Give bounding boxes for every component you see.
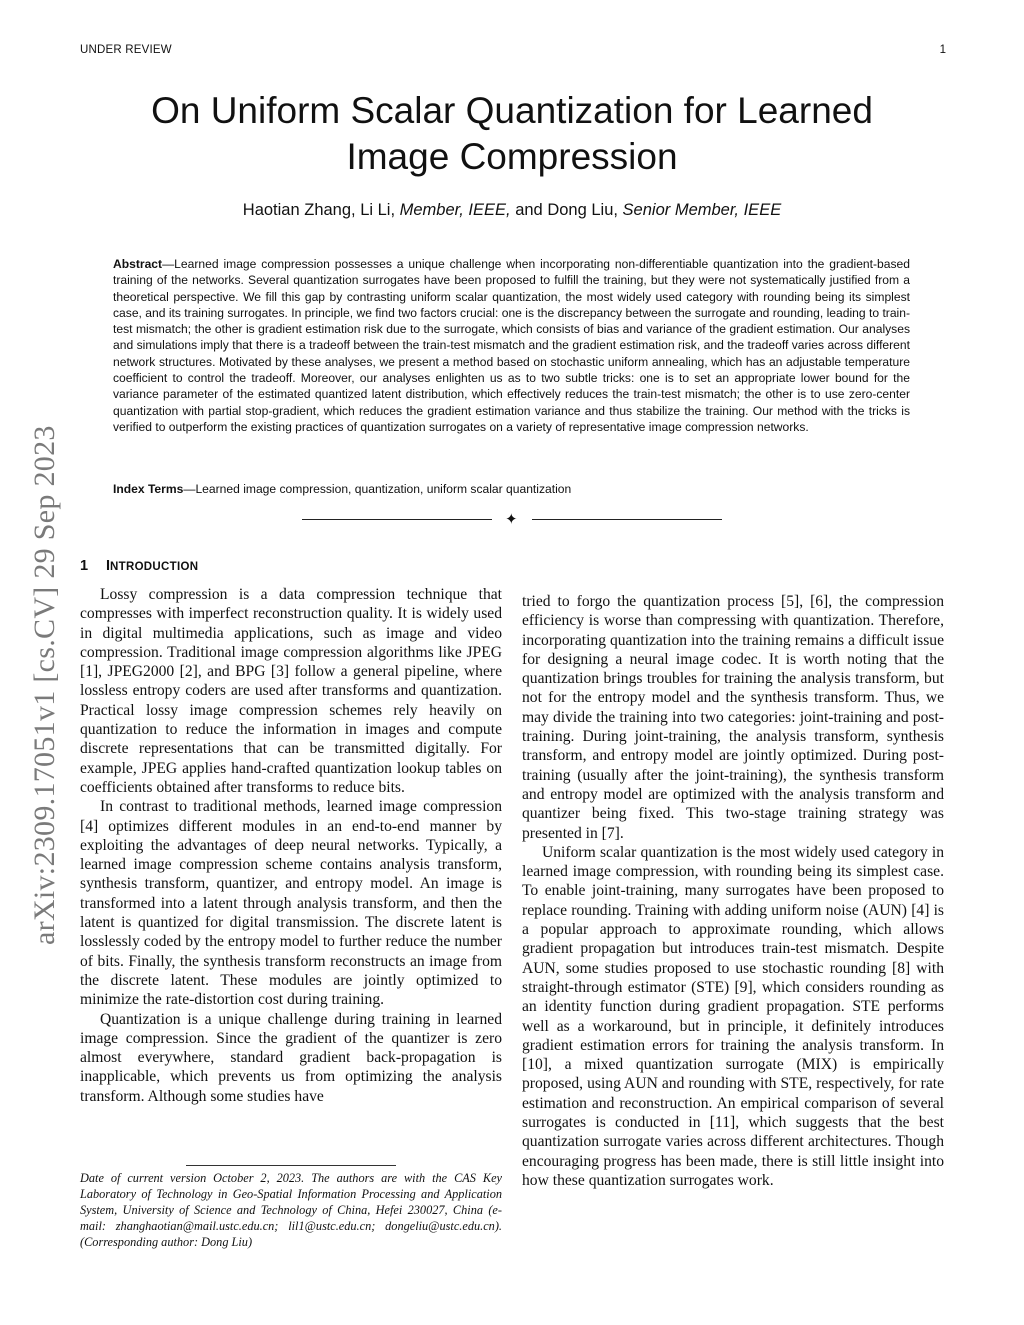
paragraph: Uniform scalar quantization is the most widely used category in learned image compression, with rounding being its simplest case. To enable joint-training, many surrogates have been proposed to replace rounding. Training with adding uniform noise (AUN) [4] is a popular approach to approximate rounding, which allows gradient propagation but introduces train-test mismatch. Despite AUN, some studies proposed to use stochastic rounding [8] with straight-through estimator (STE) [9], which considers rounding as an identity function during gradient propagation. STE performs well as a workaround, but in principle, it definitely introduces gradient estimation errors for training the analysis transform. In [10], a mixed quantization surrogate (MIX) is empirically proposed, using AUN and rounding with STE, respectively, for rate estimation and reconstruction. An empirical comparison of several surrogates is conducted in [11], which suggests that the best quantization surrogate varies across different architectures. Though encouraging progress has been made, there is still little insight into how these quantization surrogates work. [522, 843, 944, 1189]
paragraph: In contrast to traditional methods, learned image compression [4] optimizes different modules in an end-to-end manner by exploiting the advantages of deep neural networks. Typically, a learned image compression scheme contains analysis transform, synthesis transform, quantizer, and entropy model. An image is transformed into a latent through analysis transform, and then the latent is quantized for digital transmission. The discrete latent is losslessly coded by the entropy model to further reduce the number of bits. Finally, the synthesis transform reconstructs an image from the discrete latent. These modules are jointly optimized to minimize the rate-distortion cost during training. [80, 798, 502, 1009]
section-heading [80, 558, 198, 574]
abstract-label: Abstract [113, 257, 163, 271]
index-terms [113, 482, 910, 496]
page-number: 1 [939, 44, 946, 56]
section-divider [0, 512, 1024, 526]
footnote-rule [186, 1165, 396, 1166]
author-role-1: Member, IEEE, [399, 201, 511, 219]
index-terms-text: —Learned image compression, quantization, uniform scalar quantization [183, 482, 572, 496]
abstract [113, 256, 910, 435]
paper-title [80, 88, 944, 180]
section-initial: I [106, 558, 111, 574]
index-terms-label: Index Terms [113, 482, 184, 496]
divider-star-icon: ✦ [505, 510, 518, 528]
title-line-1: On Uniform Scalar Quantization for Learned [151, 90, 873, 131]
title-line-2: Image Compression [346, 136, 678, 177]
running-header: UNDER REVIEW [80, 44, 172, 56]
right-column [522, 592, 944, 1190]
divider-line-left [302, 519, 492, 520]
author-list [80, 201, 944, 220]
paragraph: Lossy compression is a data compression technique that compresses with imperfect reconstruction quality. It is widely used in digital multimedia applications, such as image and video compression. Traditional image compression algorithms like JPEG [1], JPEG2000 [2], and BPG [3] follow a general pipeline, where lossless entropy coders are used after transforms and quantization. Practical lossy image compression schemes rely heavily on quantization to reduce the information in images and compute discrete representations that can be transmitted digitally. For example, JPEG applies hand-crafted quantization lookup tables on coefficients obtained after transforms to reduce bits. [80, 586, 502, 796]
section-title-rest: NTRODUCTION [110, 561, 199, 573]
author-role-2: Senior Member, IEEE [622, 201, 782, 219]
paragraph: tried to forgo the quantization process [5], [6], the compression efficiency is worse than compressing with quantization. Therefore, incorporating quantization into the training remains a difficult issue for designing a neural image codec. It is worth noting that the quantization brings troubles for training the analysis transform, but not for the entropy model and the synthesis transform. Thus, we may divide the training into two categories: joint-training and post-training. During joint-training, the analysis transform, synthesis transform, and entropy model are jointly optimized. During post-training (usually after the joint-training), the synthesis transform and entropy model are optimized with the analysis transform and quantizer being fixed. This two-stage training strategy was presented in [7]. [522, 593, 944, 842]
paragraph: Quantization is a unique challenge during training in learned image compression. Since the gradient of the quantizer is zero almost everywhere, standard gradient back-propagation is inapplicable, which prevents us from optimizing the analysis transform. Although some studies have [80, 1010, 502, 1105]
divider-line-right [532, 519, 722, 520]
abstract-text: —Learned image compression possesses a unique challenge when incorporating non-differentiable quantization into the gradient-based training of the networks. Several quantization surrogates have been proposed to fulfill the training, but they were not systematically justified from a theoretical perspective. We fill this gap by contrasting uniform scalar quantization, the most widely used category with rounding being its simplest case, and its training surrogates. In principle, we find two factors crucial: one is the discrepancy between the surrogate and rounding, leading to train-test mismatch; the other is gradient estimation risk due to the surrogate, which consists of bias and variance of the gradient estimation. Our analyses and simulations imply that there is a tradeoff between the train-test mismatch and the gradient estimation risk, and the tradeoff varies across different network structures. Motivated by these analyses, we present a method based on stochastic uniform annealing, which has an adjustable temperature coefficient to control the tradeoff. Moreover, our analyses enlighten us as to two subtle tricks: one is to set an appropriate lower bound for the variance parameter of the estimated quantized latent distribution, which effectively reduces the train-test mismatch; the other is to use zero-center quantization with partial stop-gradient, which reduces the gradient estimation variance and thus stabilize the training. Our method with the tricks is verified to outperform the existing practices of quantization surrogates on a variety of representative image compression networks. [113, 257, 910, 434]
left-column [80, 585, 502, 1106]
footnote: Date of current version October 2, 2023. The authors are with the CAS Key Laboratory of Technology in Geo-Spatial Information Processing and Application System, University of Science and Technology of China, Hefei 230027, China (e-mail: zhanghaotian@mail.ustc.edu.cn; lil1@ustc.edu.cn; dongeliu@ustc.edu.cn). (Corresponding author: Dong Liu) [80, 1171, 502, 1249]
author-names-2: and Dong Liu, [515, 201, 618, 219]
author-names-1: Haotian Zhang, Li Li, [242, 201, 396, 219]
section-number: 1 [80, 558, 89, 574]
arxiv-stamp: arXiv:2309.17051v1 [cs.CV] 29 Sep 2023 [28, 425, 61, 945]
